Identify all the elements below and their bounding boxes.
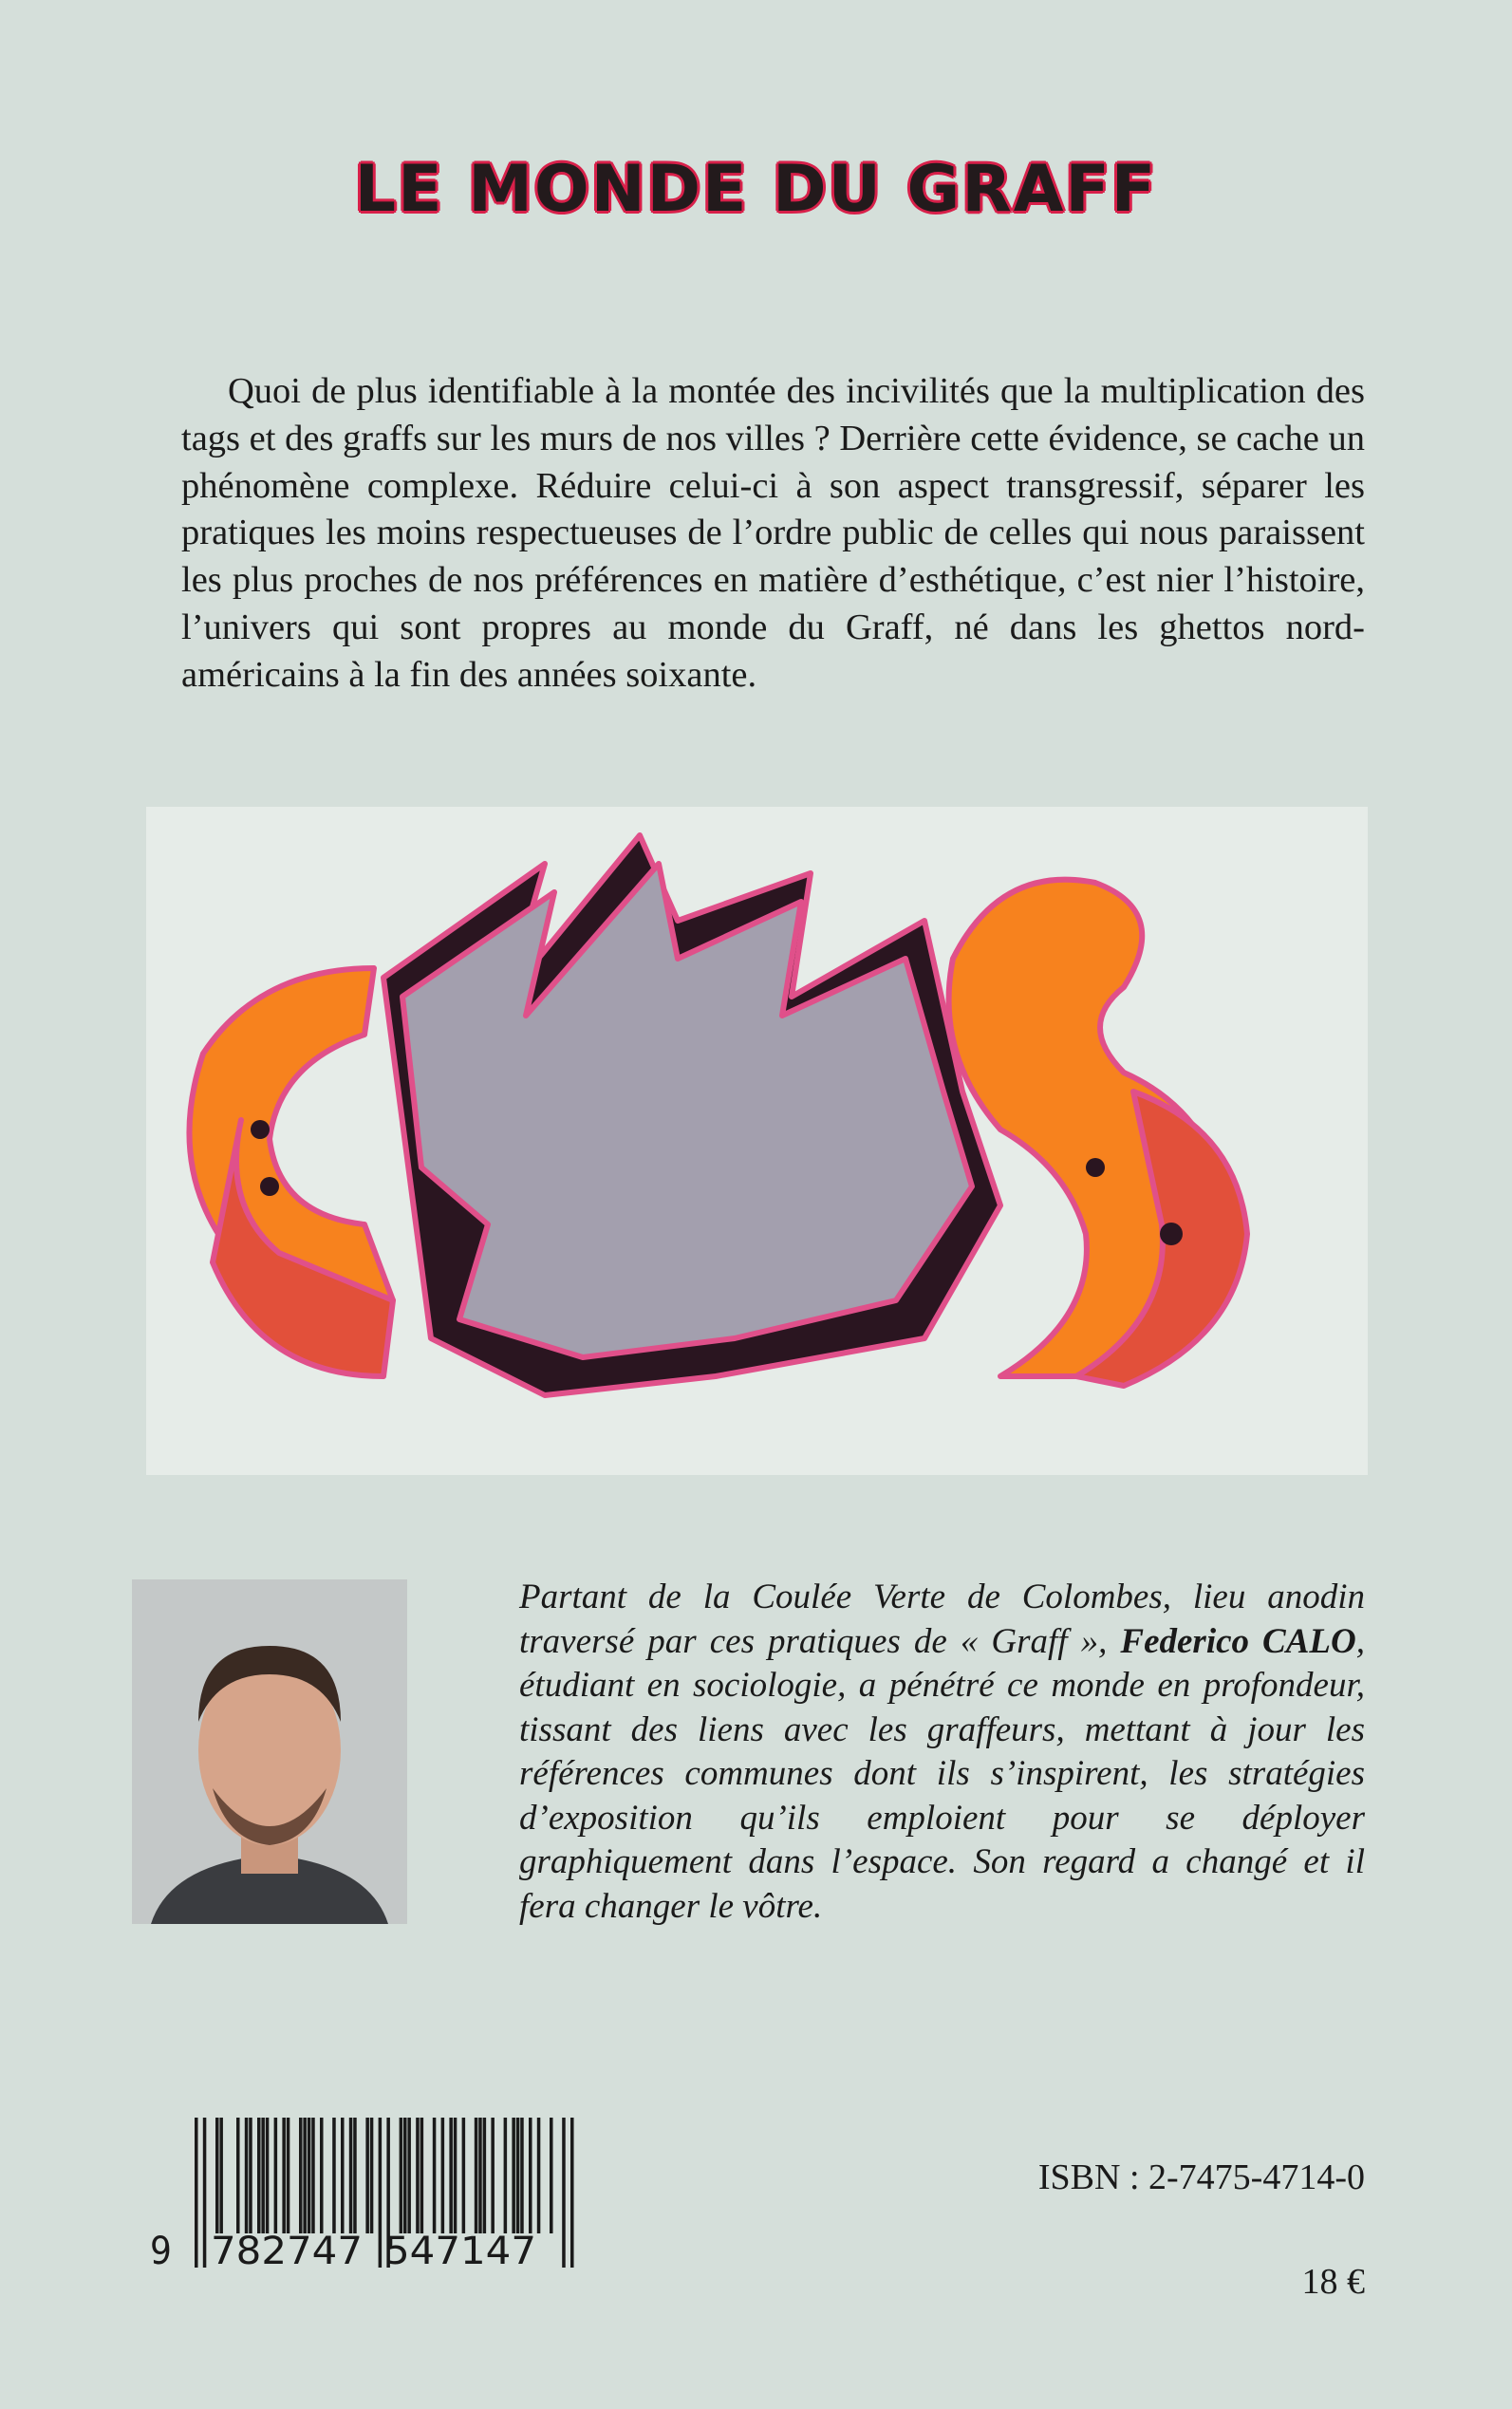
barcode-bar (287, 2118, 290, 2233)
barcode-bar (236, 2118, 240, 2233)
barcode-digits-group2: 547147 (384, 2230, 536, 2273)
barcode-bar (520, 2118, 524, 2233)
barcode-bar (529, 2118, 532, 2233)
barcode-bar (403, 2118, 407, 2233)
barcode-bar (562, 2118, 566, 2268)
barcode-bar (454, 2118, 457, 2233)
barcode-bar (195, 2118, 198, 2268)
barcode-bar (516, 2118, 520, 2233)
barcode-bar (349, 2118, 353, 2233)
barcode-digit-first: 9 (150, 2230, 172, 2273)
barcode-bar (416, 2118, 420, 2233)
barcode-bar (219, 2118, 223, 2233)
barcode-bar (308, 2118, 311, 2233)
barcode-bar (483, 2118, 487, 2233)
barcode-bar (449, 2118, 453, 2233)
barcode-bar (441, 2118, 445, 2233)
barcode-bar (249, 2118, 252, 2233)
barcode-bar (261, 2118, 265, 2233)
barcode-bar (353, 2118, 357, 2233)
barcode-bar (420, 2118, 424, 2233)
barcode-bar (332, 2118, 336, 2233)
barcode-bar (379, 2118, 383, 2268)
barcode-digits-group1: 782747 (211, 2230, 363, 2273)
barcode-bar (504, 2118, 508, 2233)
bio-text: Partant de la Coulée Verte de Colombes, lieu anodin traversé par ces pratiques de « Graff », (519, 1578, 1365, 1661)
barcode-bar (462, 2118, 466, 2233)
barcode-bar (475, 2118, 478, 2233)
barcode-bar (274, 2118, 278, 2233)
barcode-bar (257, 2118, 261, 2233)
barcode-bar (303, 2118, 307, 2233)
barcode-bar (433, 2118, 437, 2233)
barcode-bar (370, 2118, 374, 2233)
barcode-bar (537, 2118, 541, 2233)
barcode-bar (491, 2118, 495, 2233)
barcode-bar (365, 2118, 369, 2233)
barcode (142, 2112, 588, 2273)
barcode-bar (320, 2118, 324, 2233)
author-bio (519, 1576, 1365, 1929)
barcode-bar (550, 2118, 553, 2233)
barcode-bar (478, 2118, 482, 2233)
barcode-bar (311, 2118, 315, 2233)
barcode-bar (299, 2118, 303, 2233)
price: 18 € (1301, 2262, 1365, 2302)
isbn: ISBN : 2-7475-4714-0 (1037, 2157, 1365, 2197)
bio-text-cont: , étudiant en sociologie, a pénétré ce monde en profondeur, tissant des liens avec les graffeurs, mettant à jour les références communes dont ils s’inspirent, les stratégies d’exposition qu’ils emploient pour se déployer graphiquement dans l’espace. Son regard a changé et il fera changer le vôtre. (519, 1621, 1365, 1926)
barcode-bar (407, 2118, 411, 2233)
barcode-bar (570, 2118, 574, 2268)
barcode-bar (400, 2118, 403, 2233)
barcode-bar (203, 2118, 207, 2268)
barcode-bar (341, 2118, 345, 2233)
barcode-bar (215, 2118, 219, 2233)
intro-paragraph: Quoi de plus identifiable à la montée des incivilités que la multiplication des tags et des graffs sur les murs de nos villes ? Derrière cette évidence, se cache un phénomène complexe. Réduire celui-ci à son aspect transgressif, séparer les pratiques les moins respectueuses de l’ordre public de celles qui nous paraissent les plus proches de nos préférences en matière d’esthétique, c’est nier l’histoire, l’univers qui sont propres au monde du Graff, né dans les ghettos nord-américains à la fin des années soixante. (181, 371, 1365, 695)
graffiti-artwork (146, 807, 1368, 1475)
book-title: LE MONDE DU GRAFF (354, 152, 1158, 227)
barcode-bar (245, 2118, 249, 2233)
barcode-bar (266, 2118, 270, 2233)
author-photo (132, 1579, 407, 1924)
barcode-bar (282, 2118, 286, 2233)
author-name: Federico CALO (1120, 1621, 1356, 1661)
barcode-bar (512, 2118, 515, 2233)
